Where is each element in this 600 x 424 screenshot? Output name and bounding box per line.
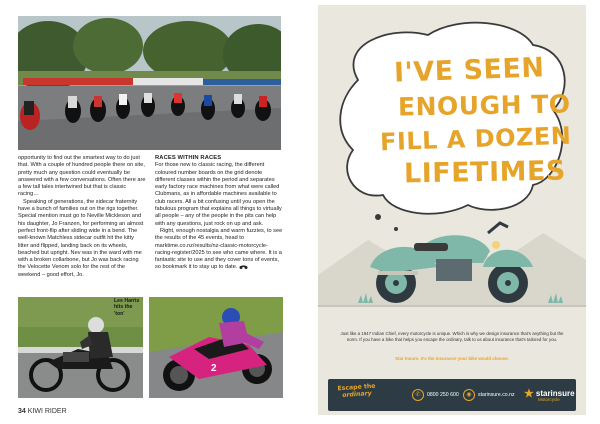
ad-tagline: Star Insure. It's the insurance your bike would choose.: [395, 356, 509, 361]
cornering-rider-photo: [149, 297, 283, 398]
ad-headline-line-4: LIFETIMES: [403, 155, 567, 190]
ad-footer-bar: [328, 379, 576, 411]
logo-line-2: ordinary: [341, 389, 372, 400]
article-column-left: [18, 155, 146, 279]
race-start-photo: [18, 16, 281, 150]
star-icon: ★: [524, 388, 534, 400]
phone-number: 0800 250 600: [427, 391, 459, 398]
star-insure-ad: [318, 5, 586, 415]
ad-headline-line-2: ENOUGH TO: [397, 89, 571, 122]
motorcycle-end-mark-icon: [239, 265, 248, 269]
article-paragraph: opportunity to find out the smartest way to do just that. With a couple of hundred people there on site, pretty much any question could eventually be answered with a few conversations. Often there are a few tall tales intertwined but that is classic racing…: [18, 155, 146, 198]
website-url: starinsure.co.nz: [478, 391, 515, 398]
brand-name: starinsure: [535, 389, 575, 398]
ad-headline-line-3: FILL A DOZEN: [379, 121, 572, 157]
ad-body-text: Just like a 1947 Indian Chief, every motorcycle is unique. Which is why we design insurance that's anything but the norm. If you have a bike that helps you escape the ordinary, talk to us about insurance that's tailored for you.: [340, 331, 564, 342]
ad-headline-line-1: I'VE SEEN: [393, 52, 545, 89]
photo-caption: Les Harris hits the 'ton': [114, 298, 140, 317]
svg-text:2: 2: [211, 363, 217, 374]
logo-line-1: Escape the: [337, 382, 376, 393]
website-contact[interactable]: [463, 388, 515, 401]
article-paragraph: Speaking of generations, the sidecar fraternity have a bunch of families out on the rigs together. Special mention must go to Neville Mickleson and his daughter, Jo Franzen, for performing an almost perfect front-flip after sliding wide in a bend. The well-known Matchless sidecar outfit hit the kitty litter and flipped, landing back on its wheels, beached but upright. Nev was in the ward with me with a broken collarbone, but Jo was back racing the Velocette Venom solo for the rest of the weekend – good effort, Jo.: [18, 198, 144, 278]
article-paragraph: For those new to classic racing, the different coloured number boards on the grid denote different classes within the period and separates early factory race machines from what were called Clubmans, as in affordable machines available to club racers. All a bit confusing until you open the fabulous program that explains all things to virtually all people – any of the people in the pits can help with any questions, just rock on up and ask.: [155, 162, 282, 227]
globe-icon: ◉: [463, 389, 475, 401]
article-paragraph-text: Right, enough nostalgia and warm fuzzies, to see the results of the 45 events, head to marktime.co.nz/results/nz-classic-motorcycle-racing-register/2025 to see who came where. It is a fantastic site to use and they cover tons of events, so bookmark it to stay up to date.: [155, 227, 283, 271]
article-paragraph: [155, 228, 283, 272]
brand-subtitle: Motorcycle: [538, 397, 560, 402]
page-number: 34: [18, 408, 26, 415]
section-heading: RACES WITHIN RACES: [155, 155, 222, 161]
right-page: [300, 0, 600, 424]
page-folio: [18, 408, 67, 415]
phone-icon: ✆: [412, 389, 424, 401]
magazine-title: KIWI RIDER: [27, 408, 67, 415]
phone-contact[interactable]: [412, 388, 459, 401]
escape-the-ordinary-logo: [335, 383, 378, 408]
article-column-right: [155, 155, 283, 272]
